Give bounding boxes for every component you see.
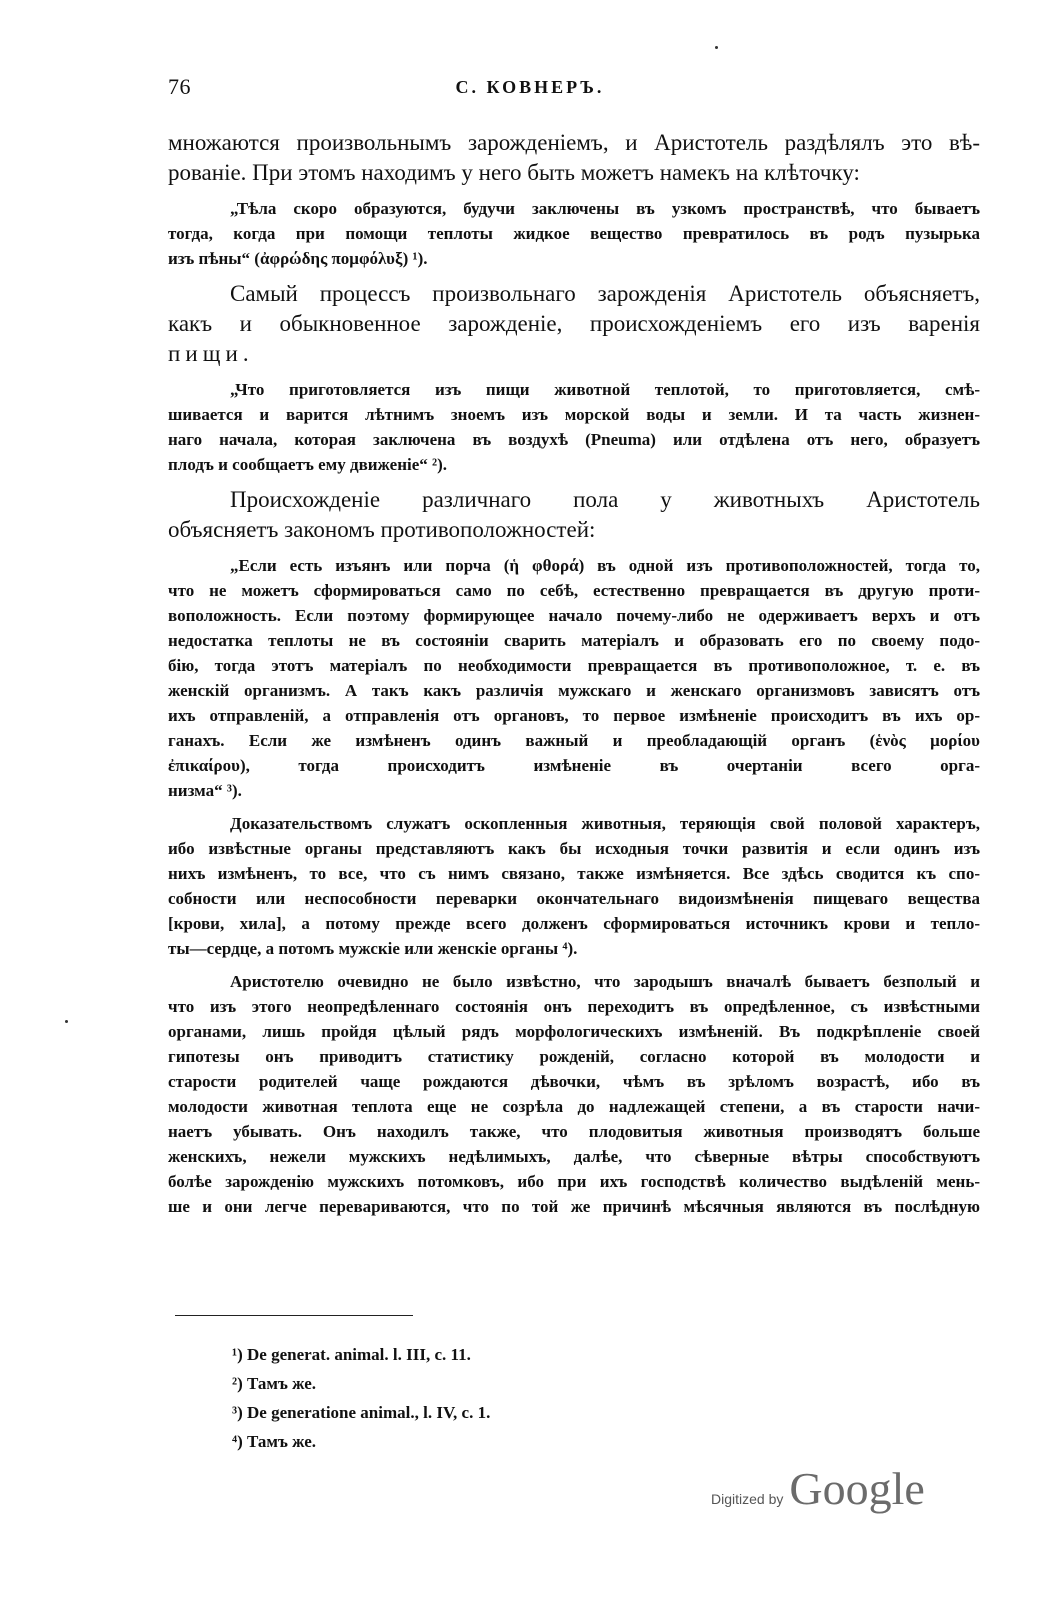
text-line: воположность. Если поэтому формирующее начало почему-либо не одерживаетъ верхъ и отъ [168,606,980,625]
text-line: [крови, хила], а потому прежде всего долженъ сформироваться источникъ крови и тепло- [168,914,980,933]
text-line: ше и они легче перевариваются, что по той же причинѣ мѣсячныя являются въ послѣдную [168,1197,980,1216]
page-number: 76 [168,74,191,99]
text-line: Аристотелю очевидно не было извѣстно, что зародышъ вначалѣ бываетъ безполый и [230,972,980,991]
text-line: рованіе. При этомъ находимъ у него быть можетъ намекъ на клѣточку: [168,160,860,185]
footnote: ²) Тамъ же. [232,1374,317,1393]
text-line: что не можетъ сформироваться само по себѣ, естественно превращается въ другую проти- [168,581,980,600]
text-line: молодости животная теплота еще не созрѣла до надлежащей степени, а въ старости начи- [168,1097,980,1116]
text-line: женскій организмъ. А такъ какъ различія мужскаго и женскаго организмовъ зависятъ отъ [168,681,980,700]
body-text [168,128,980,1227]
text-line: ἐπικαίρου), тогда происходитъ измѣненіе въ очертаніи всего орга- [168,756,980,775]
text-line: Самый процессъ произвольнаго зарожденія Аристотель объясняетъ, [230,281,980,306]
text-line: „Тѣла скоро образуются, будучи заключены въ узкомъ пространствѣ, что бываетъ [230,199,980,218]
text-line: наетъ убывать. Онъ находилъ также, что плодовитыя животныя производятъ больше [168,1122,980,1141]
text-line: женскихъ, нежели мужскихъ недѣлимыхъ, далѣе, что сѣверные вѣтры способствуютъ [168,1147,980,1166]
text-line: тогда, когда при помощи теплоты жидкое вещество превратилось въ родъ пузырька [168,224,980,243]
text-line: ихъ отправленій, а отправленія отъ органовъ, то первое измѣненіе происходитъ въ ихъ ор- [168,706,980,725]
running-head: С. КОВНЕРЪ. [455,77,605,97]
quotation [168,553,980,803]
paragraph [168,485,980,545]
footnote-divider [175,1315,413,1316]
text-line: нихъ измѣненъ, то все, что съ нимъ связано, также измѣняется. Все здѣсь сводится къ спо- [168,864,980,883]
text-line: органами, лишь пройдя цѣлый рядъ морфологическихъ измѣненій. Въ подкрѣпленіе своей [168,1022,980,1041]
text-line: объясняетъ закономъ противоположностей: [168,517,596,542]
paragraph [168,811,980,961]
text-line: что изъ этого неопредѣленнаго состоянія онъ переходитъ въ опредѣленное, съ извѣстными [168,997,980,1016]
paragraph [168,128,980,188]
footnote: ¹) De generat. animal. l. III, c. 11. [232,1345,471,1364]
text-line: низма“ ³). [168,781,242,800]
watermark-prefix: Digitized by [711,1491,784,1507]
text-line: „Если есть изъянъ или порча (ἡ φθορά) въ одной изъ противоположностей, тогда то, [230,556,980,575]
text-line: наго начала, которая заключена въ воздухѣ (Pneuma) или отдѣлена отъ него, образуетъ [168,430,980,449]
scan-speck [715,46,718,49]
text-line: „Что приготовляется изъ пищи животной теплотой, то приготовляется, смѣ- [230,380,980,399]
text-line: какъ и обыкновенное зарожденіе, происхожденіемъ его изъ варенія [168,311,980,336]
footnotes [232,1340,490,1456]
text-line: ганахъ. Если же измѣненъ одинъ важный и преобладающій органъ (ἑνὸς μορίου [168,731,980,750]
paragraph [168,279,980,369]
text-line: собности или неспособности переварки окончательнаго видоизмѣненія пищеваго вещества [168,889,980,908]
google-logo: Google [789,1463,925,1514]
text-line: множаются произвольнымъ зарожденіемъ, и Аристотель раздѣлялъ это вѣ- [168,130,980,155]
scan-speck [65,1020,68,1023]
digitized-watermark [711,1462,925,1515]
text-line: недостатка теплоты не въ состояніи сварить матеріалъ и образовать его по своему подо- [168,631,980,650]
quotation [168,377,980,477]
text-line: бію, тогда этотъ матеріалъ по необходимости превращается въ противоположное, т. е. въ [168,656,980,675]
text-line: изъ пѣны“ (ἀφρώδης πομφόλυξ) ¹). [168,249,428,268]
text-line: шивается и варится лѣтнимъ зноемъ изъ морской воды и земли. И та часть жизнен- [168,405,980,424]
text-line: Происхожденіе различнаго пола у животныхъ Аристотель [230,487,980,512]
text-line: Доказательствомъ служатъ оскопленныя животныя, теряющія свой половой характеръ, [230,814,980,833]
paragraph [168,969,980,1219]
text-line: гипотезы онъ приводитъ статистику рожденій, согласно которой въ молодости и [168,1047,980,1066]
text-line: пищи. [168,341,254,366]
text-line: ты—сердце, а потомъ мужскіе или женскіе органы ⁴). [168,939,578,958]
footnote: ⁴) Тамъ же. [232,1432,317,1451]
text-line: ибо извѣстные органы представляютъ какъ бы исходныя точки развитія и если одинъ изъ [168,839,980,858]
footnote: ³) De generatione animal., l. IV, c. 1. [232,1403,491,1422]
text-line: болѣе зарожденію мужскихъ потомковъ, ибо при ихъ господствѣ количество выдѣленій мень- [168,1172,980,1191]
text-line: старости родителей чаще рождаются дѣвочки, чѣмъ въ зрѣломъ возрастѣ, ибо въ [168,1072,980,1091]
text-line: плодъ и сообщаетъ ему движеніе“ ²). [168,455,448,474]
quotation [168,196,980,271]
